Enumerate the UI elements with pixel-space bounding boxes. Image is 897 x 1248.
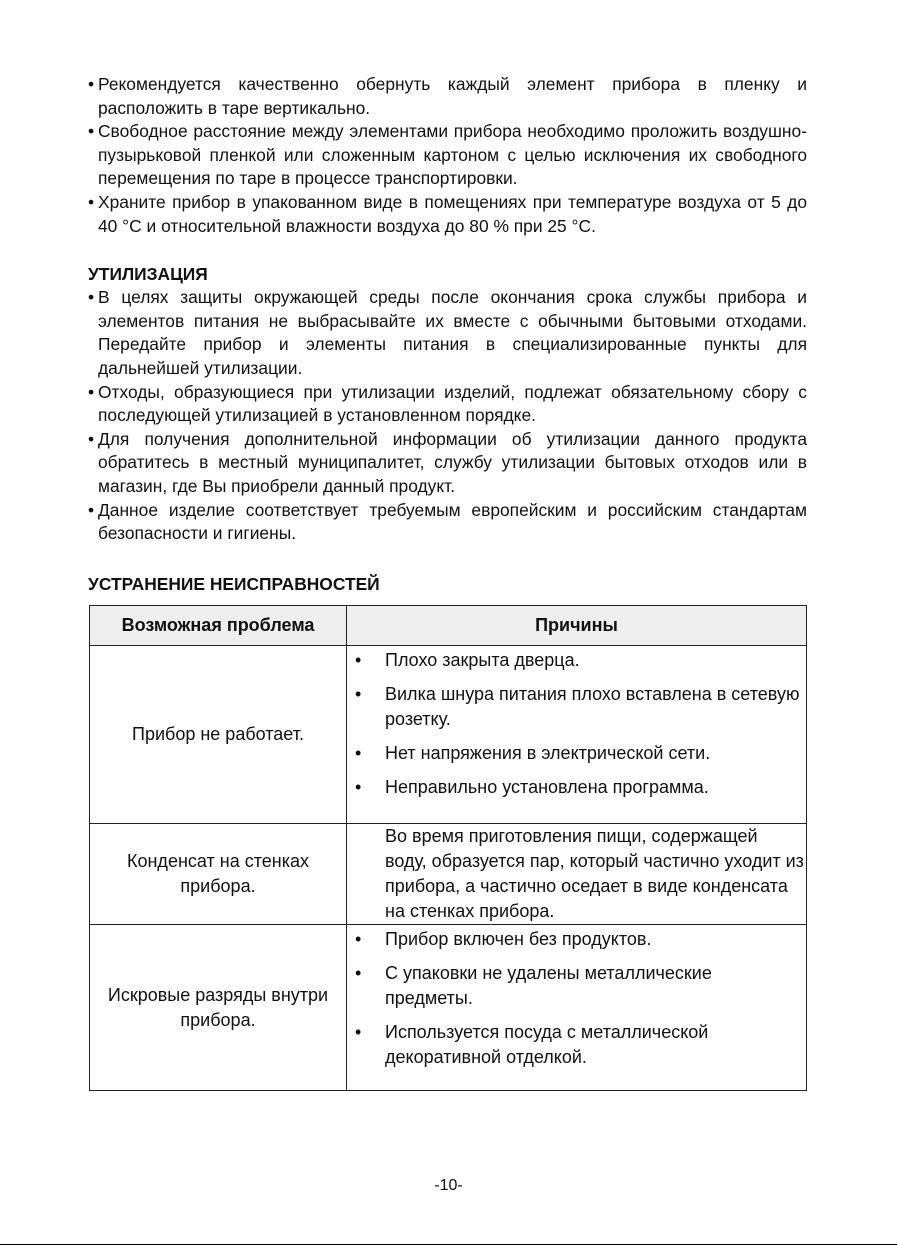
- table-row: [90, 646, 807, 824]
- problem-cell: Конденсат на стенках прибора.: [90, 824, 347, 925]
- cause-text: Во время приготовления пищи, содержащей воду, образуется пар, который частично уходит из прибора, а частично оседает в виде конденсата на стенках прибора.: [385, 826, 804, 921]
- table-row: [90, 824, 807, 925]
- list-item: • Свободное расстояние между элементами прибора необходимо проложить воздушно-пузырьковой пленкой или сложенным картоном с целью исключения их свободного перемещения по таре в процессе транспортировки.: [88, 120, 807, 191]
- bottom-divider: [0, 1244, 897, 1245]
- table-row: [90, 925, 807, 1091]
- causes-cell: [347, 925, 807, 1091]
- list-item: • В целях защиты окружающей среды после окончания срока службы прибора и элементов питания не выбрасывайте их вместе с обычными бытовыми отходами. Передайте прибор и элементы питания в специализированные пункты для дальнейшей утилизации.: [88, 286, 807, 380]
- storage-list: [88, 73, 807, 238]
- cause-item: • Нет напряжения в электрической сети.: [355, 741, 804, 766]
- causes-list: [355, 925, 804, 1070]
- problem-cell: Прибор не работает.: [90, 646, 347, 824]
- column-header-problem: Возможная проблема: [90, 606, 347, 646]
- utilization-list: [88, 286, 807, 546]
- utilization-heading: УТИЛИЗАЦИЯ: [88, 264, 208, 285]
- causes-cell: [347, 646, 807, 824]
- list-item: • Данное изделие соответствует требуемым европейским и российским стандартам безопасности и гигиены.: [88, 499, 807, 546]
- cause-item: • С упаковки не удалены металлические предметы.: [355, 961, 804, 1011]
- column-header-causes: Причины: [347, 606, 807, 646]
- table-header-row: [90, 606, 807, 646]
- list-item: • Рекомендуется качественно обернуть каждый элемент прибора в пленку и расположить в таре вертикально.: [88, 73, 807, 120]
- troubleshooting-heading: УСТРАНЕНИЕ НЕИСПРАВНОСТЕЙ: [88, 573, 380, 594]
- causes-list: [355, 646, 804, 800]
- problem-cell: Искровые разряды внутри прибора.: [90, 925, 347, 1091]
- cause-item: • Плохо закрыта дверца.: [355, 648, 804, 673]
- page-text: [88, 73, 807, 596]
- list-item: • Для получения дополнительной информации об утилизации данного продукта обратитесь в местный муниципалитет, службу утилизации бытовых отходов или в магазин, где Вы приобрели данный продукт.: [88, 428, 807, 499]
- causes-cell: [347, 824, 807, 925]
- cause-item: • Вилка шнура питания плохо вставлена в сетевую розетку.: [355, 682, 804, 732]
- cause-item: • Используется посуда с металлической декоративной отделкой.: [355, 1020, 804, 1070]
- list-item: • Храните прибор в упакованном виде в помещениях при температуре воздуха от 5 до 40 °С и относительной влажности воздуха до 80 % при 25 °С.: [88, 191, 807, 238]
- list-item: • Отходы, образующиеся при утилизации изделий, подлежат обязательному сбору с последующей утилизацией в установленном порядке.: [88, 381, 807, 428]
- page-number: -10-: [434, 1177, 463, 1194]
- troubleshooting-table: [89, 605, 807, 1091]
- cause-item: • Прибор включен без продуктов.: [355, 927, 804, 952]
- cause-item: • Неправильно установлена программа.: [355, 775, 804, 800]
